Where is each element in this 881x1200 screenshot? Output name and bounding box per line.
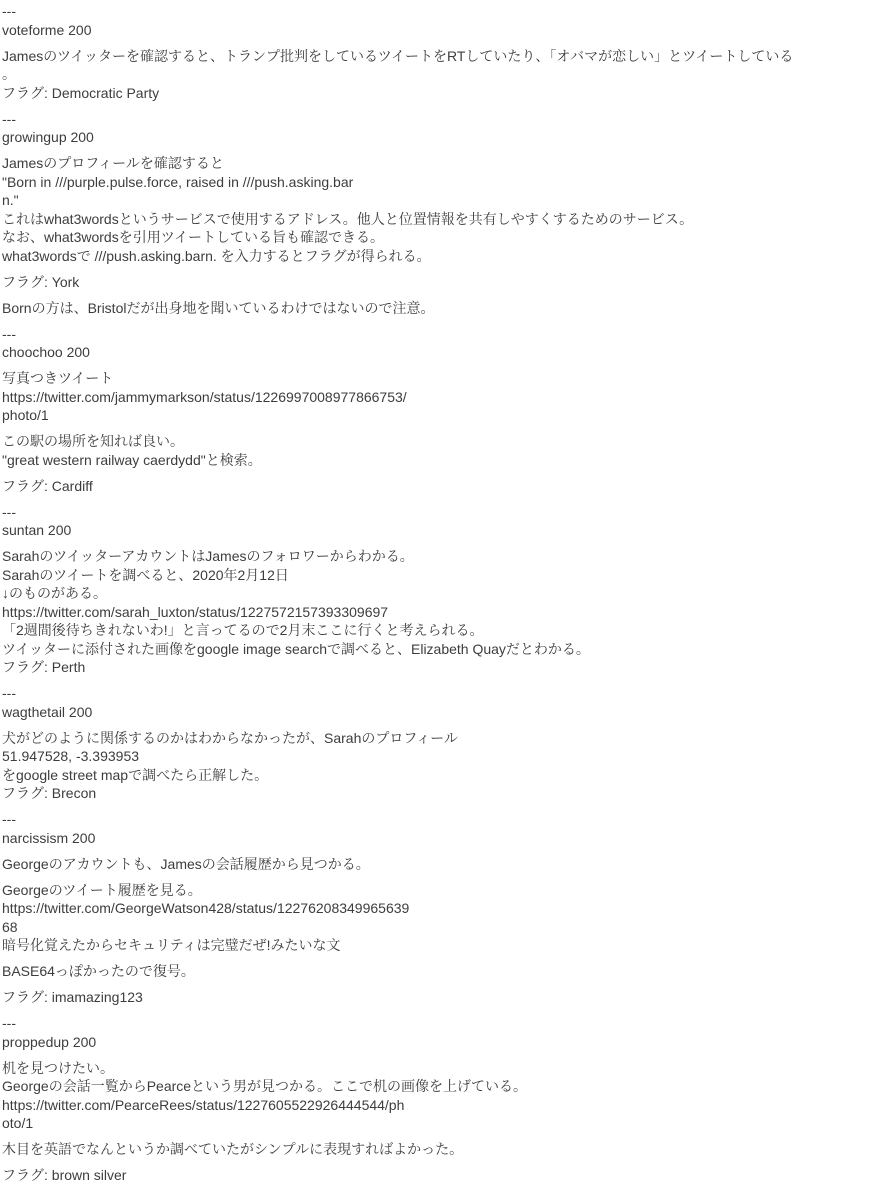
paragraph [2,503,879,540]
paragraph [2,2,879,39]
url-line: https://twitter.com/PearceRees/status/1227605522926444544/ph [2,1096,405,1113]
text-line: 暗号化覚えたからセキュリティは完璧だぜ!みたいな文 [2,937,341,953]
text-line: Sarahのツイートを調べると、2020年2月12日 [2,566,289,583]
flag-line: フラグ: York [2,273,80,290]
paragraph [2,1166,879,1185]
text-line: SarahのツイッターアカウントはJamesのフォロワーからわかる。 [2,548,414,564]
text-line: what3wordsで ///push.asking.barn. を入力するとフラグが得られる。 [2,247,431,264]
challenge-section-suntan [2,503,879,677]
divider-line: --- [2,811,16,827]
text-line: なお、what3wordsを引用ツイートしている旨も確認できる。 [2,229,385,245]
challenge-section-wagthetail [2,684,879,803]
text-line: Georgeのアカウントも、Jamesの会話履歴から見つかる。 [2,855,370,872]
paragraph [2,1014,879,1051]
paragraph [2,988,879,1007]
challenge-section-voteforme [2,2,879,102]
text-line: 写真つきツイート [2,370,114,386]
divider-line: --- [2,110,16,127]
flag-line: フラグ: brown silver [2,1167,127,1183]
paragraph [2,154,879,265]
paragraph [2,684,879,721]
paragraph [2,1140,879,1159]
text-line: Jamesのプロフィールを確認すると [2,155,224,171]
url-line: photo/1 [2,407,49,423]
text-line: "Born in ///purple.pulse.force, raised in ///push.asking.bar [2,173,354,190]
challenge-title-line: growingup 200 [2,129,94,145]
text-line: この駅の場所を知れば良い。 [2,433,184,449]
text-line: "great western railway caerdydd"と検索。 [2,451,262,468]
divider-line: --- [2,503,16,520]
flag-line: フラグ: Perth [2,659,86,675]
url-line: https://twitter.com/GeorgeWatson428/status/12276208349965639 [2,900,410,916]
coordinates-line: 51.947528, -3.393953 [2,748,140,764]
paragraph [2,299,879,318]
paragraph [2,1059,879,1133]
divider-line: --- [2,1015,16,1031]
paragraph [2,881,879,955]
flag-line: フラグ: Brecon [2,785,97,801]
text-line: BASE64っぽかったので復号。 [2,963,195,979]
text-line: Georgeの会話一覧からPearceという男が見つかる。ここで机の画像を上げている。 [2,1078,528,1094]
text-line: これはwhat3wordsというサービスで使用するアドレス。他人と位置情報を共有しやすくするためのサービス。 [2,210,694,227]
paragraph [2,325,879,362]
text-line: 木目を英語でなんというか調べていたがシンプルに表現すればよかった。 [2,1141,464,1157]
challenge-section-proppedup [2,1014,879,1185]
text-line: 。 [2,66,16,82]
challenge-title-line: narcissism 200 [2,829,96,846]
challenge-title-line: wagthetail 200 [2,703,93,720]
url-line: 68 [2,918,18,935]
paragraph [2,47,879,103]
url-line: oto/1 [2,1115,34,1131]
challenge-title-line: choochoo 200 [2,344,90,360]
text-line: 犬がどのように関係するのかはわからなかったが、Sarahのプロフィール [2,729,458,746]
text-line: 「2週間後待ちきれないわ!」と言ってるので2月末ここに行くと考えられる。 [2,622,484,638]
url-line: https://twitter.com/sarah_luxton/status/1227572157393309697 [2,603,389,620]
paragraph [2,810,879,847]
text-line: Bornの方は、Bristolだが出身地を聞いているわけではないので注意。 [2,299,435,316]
flag-line: フラグ: imamazing123 [2,989,143,1005]
challenge-title-line: voteforme 200 [2,21,92,38]
text-line: ↓のものがある。 [2,585,107,601]
paragraph [2,962,879,981]
text-line: ツイッターに添付された画像をgoogle image searchで調べると、Elizabeth Quayだとわかる。 [2,640,590,657]
paragraph [2,729,879,803]
paragraph [2,547,879,677]
text-line: Jamesのツイッターを確認すると、トランプ批判をしているツイートをRTしていたり、「オバマが恋しい」とツイートしている [2,47,794,64]
paragraph [2,855,879,874]
flag-line: フラグ: Democratic Party [2,84,160,101]
text-line: 机を見つけたい。 [2,1059,114,1076]
url-line: https://twitter.com/jammymarkson/status/1226997008977866753/ [2,388,407,405]
challenge-title-line: suntan 200 [2,522,72,538]
paragraph [2,369,879,425]
divider-line: --- [2,325,16,342]
challenge-section-choochoo [2,325,879,496]
flag-line: フラグ: Cardiff [2,477,93,494]
text-line: n." [2,192,19,208]
text-line: Georgeのツイート履歴を見る。 [2,881,202,898]
challenge-title-line: proppedup 200 [2,1033,97,1050]
challenge-section-growingup [2,110,879,318]
challenge-section-narcissism [2,810,879,1007]
paragraph [2,477,879,496]
writeup-document [2,2,879,1185]
paragraph [2,273,879,292]
paragraph [2,432,879,469]
divider-line: --- [2,685,16,701]
text-line: をgoogle street mapで調べたら正解した。 [2,766,269,783]
paragraph [2,110,879,147]
divider-line: --- [2,3,16,19]
